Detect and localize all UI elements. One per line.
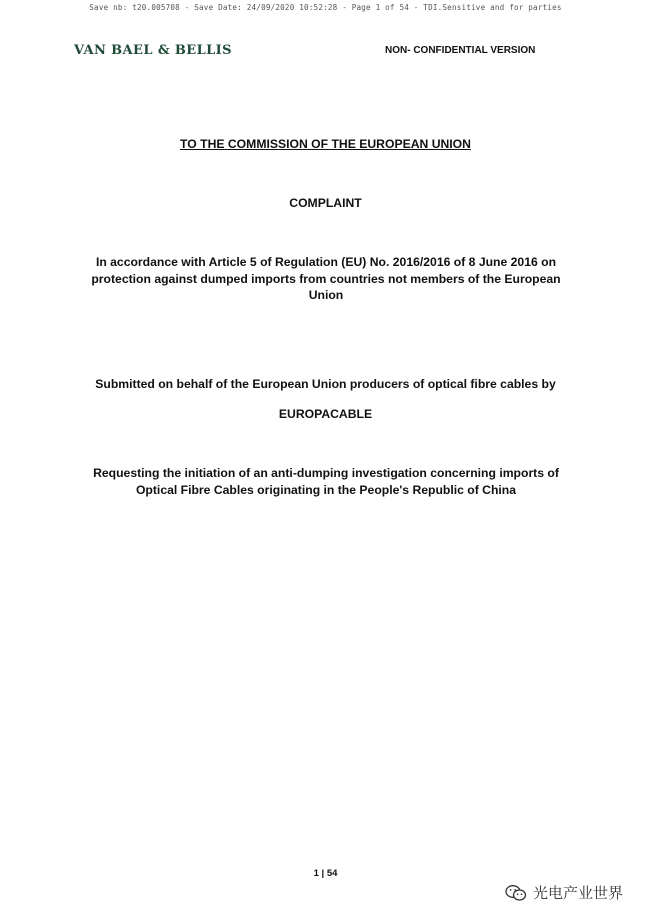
version-label: NON- CONFIDENTIAL VERSION xyxy=(385,45,536,56)
request-paragraph: Requesting the initiation of an anti-dumping investigation concerning imports of Optical Fibre Cables originating in the People's Republic of China xyxy=(93,466,559,497)
wechat-icon xyxy=(505,884,527,902)
watermark-text: 光电产业世界 xyxy=(533,885,624,902)
submitted-on-behalf-line: Submitted on behalf of the European Union producers of optical fibre cables by xyxy=(95,377,556,391)
watermark xyxy=(505,882,623,903)
addressee-heading: TO THE COMMISSION OF THE EUROPEAN UNION xyxy=(180,137,471,151)
complainant-name: EUROPACABLE xyxy=(278,407,373,421)
document-type-title: COMPLAINT xyxy=(289,196,362,210)
regulation-paragraph: In accordance with Article 5 of Regulation (EU) No. 2016/2016 of 8 June 2016 on protection against dumped imports from countries not members of the European Union xyxy=(91,255,561,302)
firm-logo-text: VAN BAEL & BELLIS xyxy=(74,43,232,58)
page-number: 1 | 54 xyxy=(313,868,338,879)
save-info-line: Save nb: t20.005708 - Save Date: 24/09/2020 10:52:28 - Page 1 of 54 - TDI.Sensitive and for parties xyxy=(89,3,562,12)
